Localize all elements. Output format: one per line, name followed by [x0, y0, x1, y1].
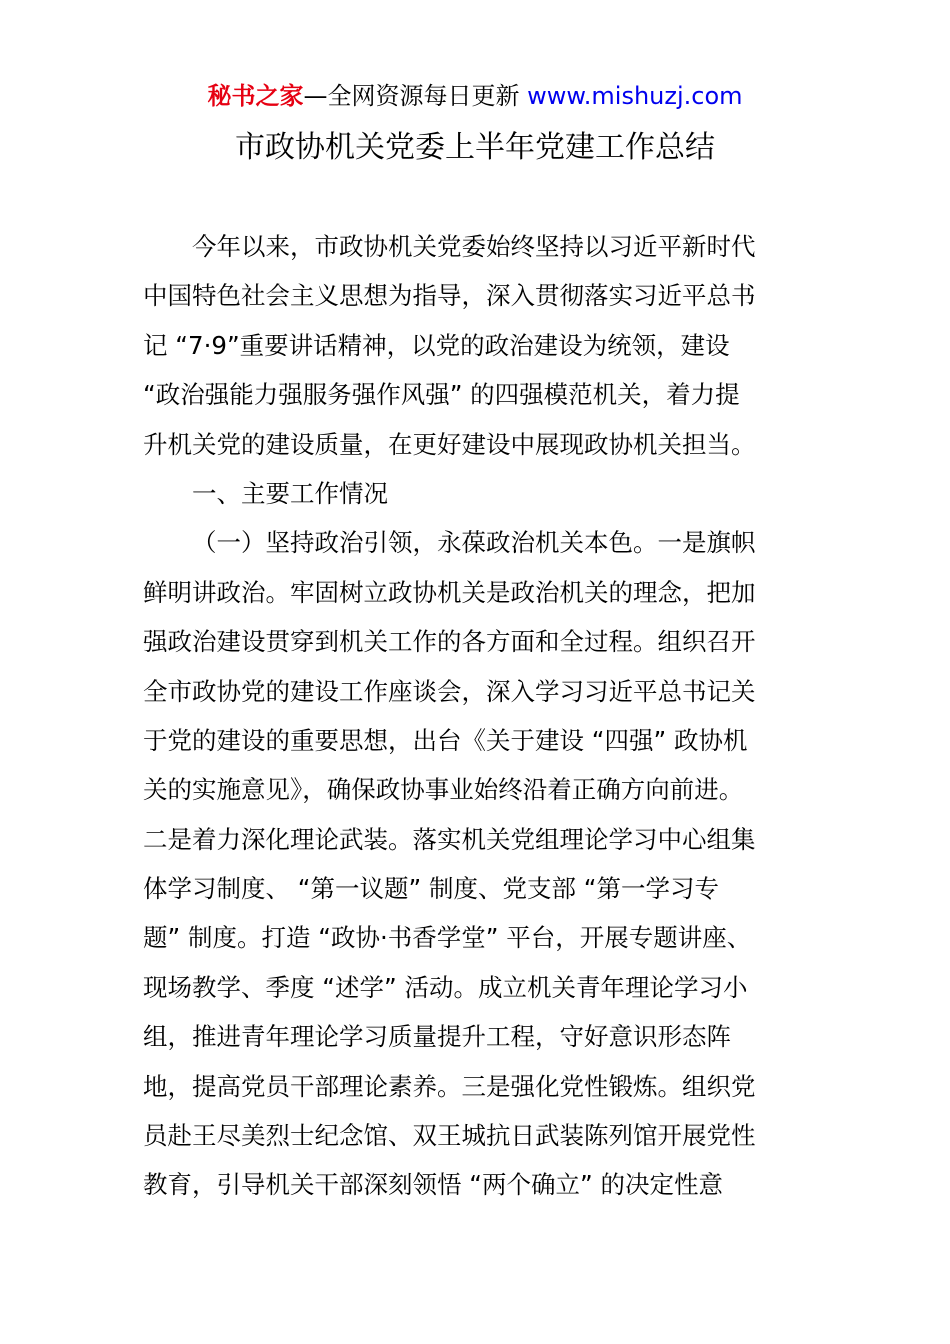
text-line: 题” 制度。打造 “政协·书香学堂” 平台，开展专题讲座、 — [143, 923, 752, 953]
site-tagline: —全网资源每日更新 — [303, 82, 520, 110]
text-line: 升机关党的建设质量，在更好建设中展现政协机关担当。 — [143, 429, 756, 459]
section-heading: 一、主要工作情况 — [192, 478, 388, 508]
text-line: 中国特色社会主义思想为指导，深入贯彻落实习近平总书 — [143, 281, 756, 311]
text-line: 全市政协党的建设工作座谈会，深入学习习近平总书记关 — [143, 676, 756, 706]
brand-name: 秘书之家 — [207, 82, 304, 110]
text-line: 地，提高党员干部理论素养。三是强化党性锻炼。组织党 — [143, 1071, 756, 1101]
text-line: 强政治建设贯穿到机关工作的各方面和全过程。组织召开 — [143, 627, 756, 657]
text-line: 今年以来，市政协机关党委始终坚持以习近平新时代 — [192, 232, 756, 261]
text-line: （一）坚持政治引领，永葆政治机关本色。一是旗帜 — [192, 528, 756, 558]
text-line: 组，推进青年理论学习质量提升工程，守好意识形态阵 — [143, 1022, 731, 1052]
document-title: 市政协机关党委上半年党建工作总结 — [235, 130, 715, 165]
site-url-link[interactable]: www.mishuzj.com — [527, 82, 743, 110]
text-line: “政治强能力强服务强作风强” 的四强模范机关，着力提 — [143, 380, 740, 410]
text-line: 现场教学、季度 “述学” 活动。成立机关青年理论学习小 — [143, 972, 748, 1002]
text-line: 体学习制度、 “第一议题” 制度、党支部 “第一学习专 — [143, 874, 719, 904]
text-line: 关的实施意见》，确保政协事业始终沿着正确方向前进。 — [143, 775, 744, 805]
text-line: 二是着力深化理论武装。落实机关党组理论学习中心组集 — [143, 824, 756, 854]
text-line: 员赴王尽美烈士纪念馆、双王城抗日武装陈列馆开展党性 — [143, 1121, 756, 1151]
text-line: 鲜明讲政治。牢固树立政协机关是政治机关的理念，把加 — [143, 577, 756, 607]
document-body — [143, 222, 808, 1210]
site-header — [0, 80, 950, 112]
text-line: 教育，引导机关干部深刻领悟 “两个确立” 的决定性意 — [143, 1170, 723, 1200]
text-line: 记 “7·9”重要讲话精神，以党的政治建设为统领，建设 — [143, 330, 730, 360]
text-line: 于党的建设的重要思想，出台《关于建设 “四强” 政协机 — [143, 725, 748, 755]
